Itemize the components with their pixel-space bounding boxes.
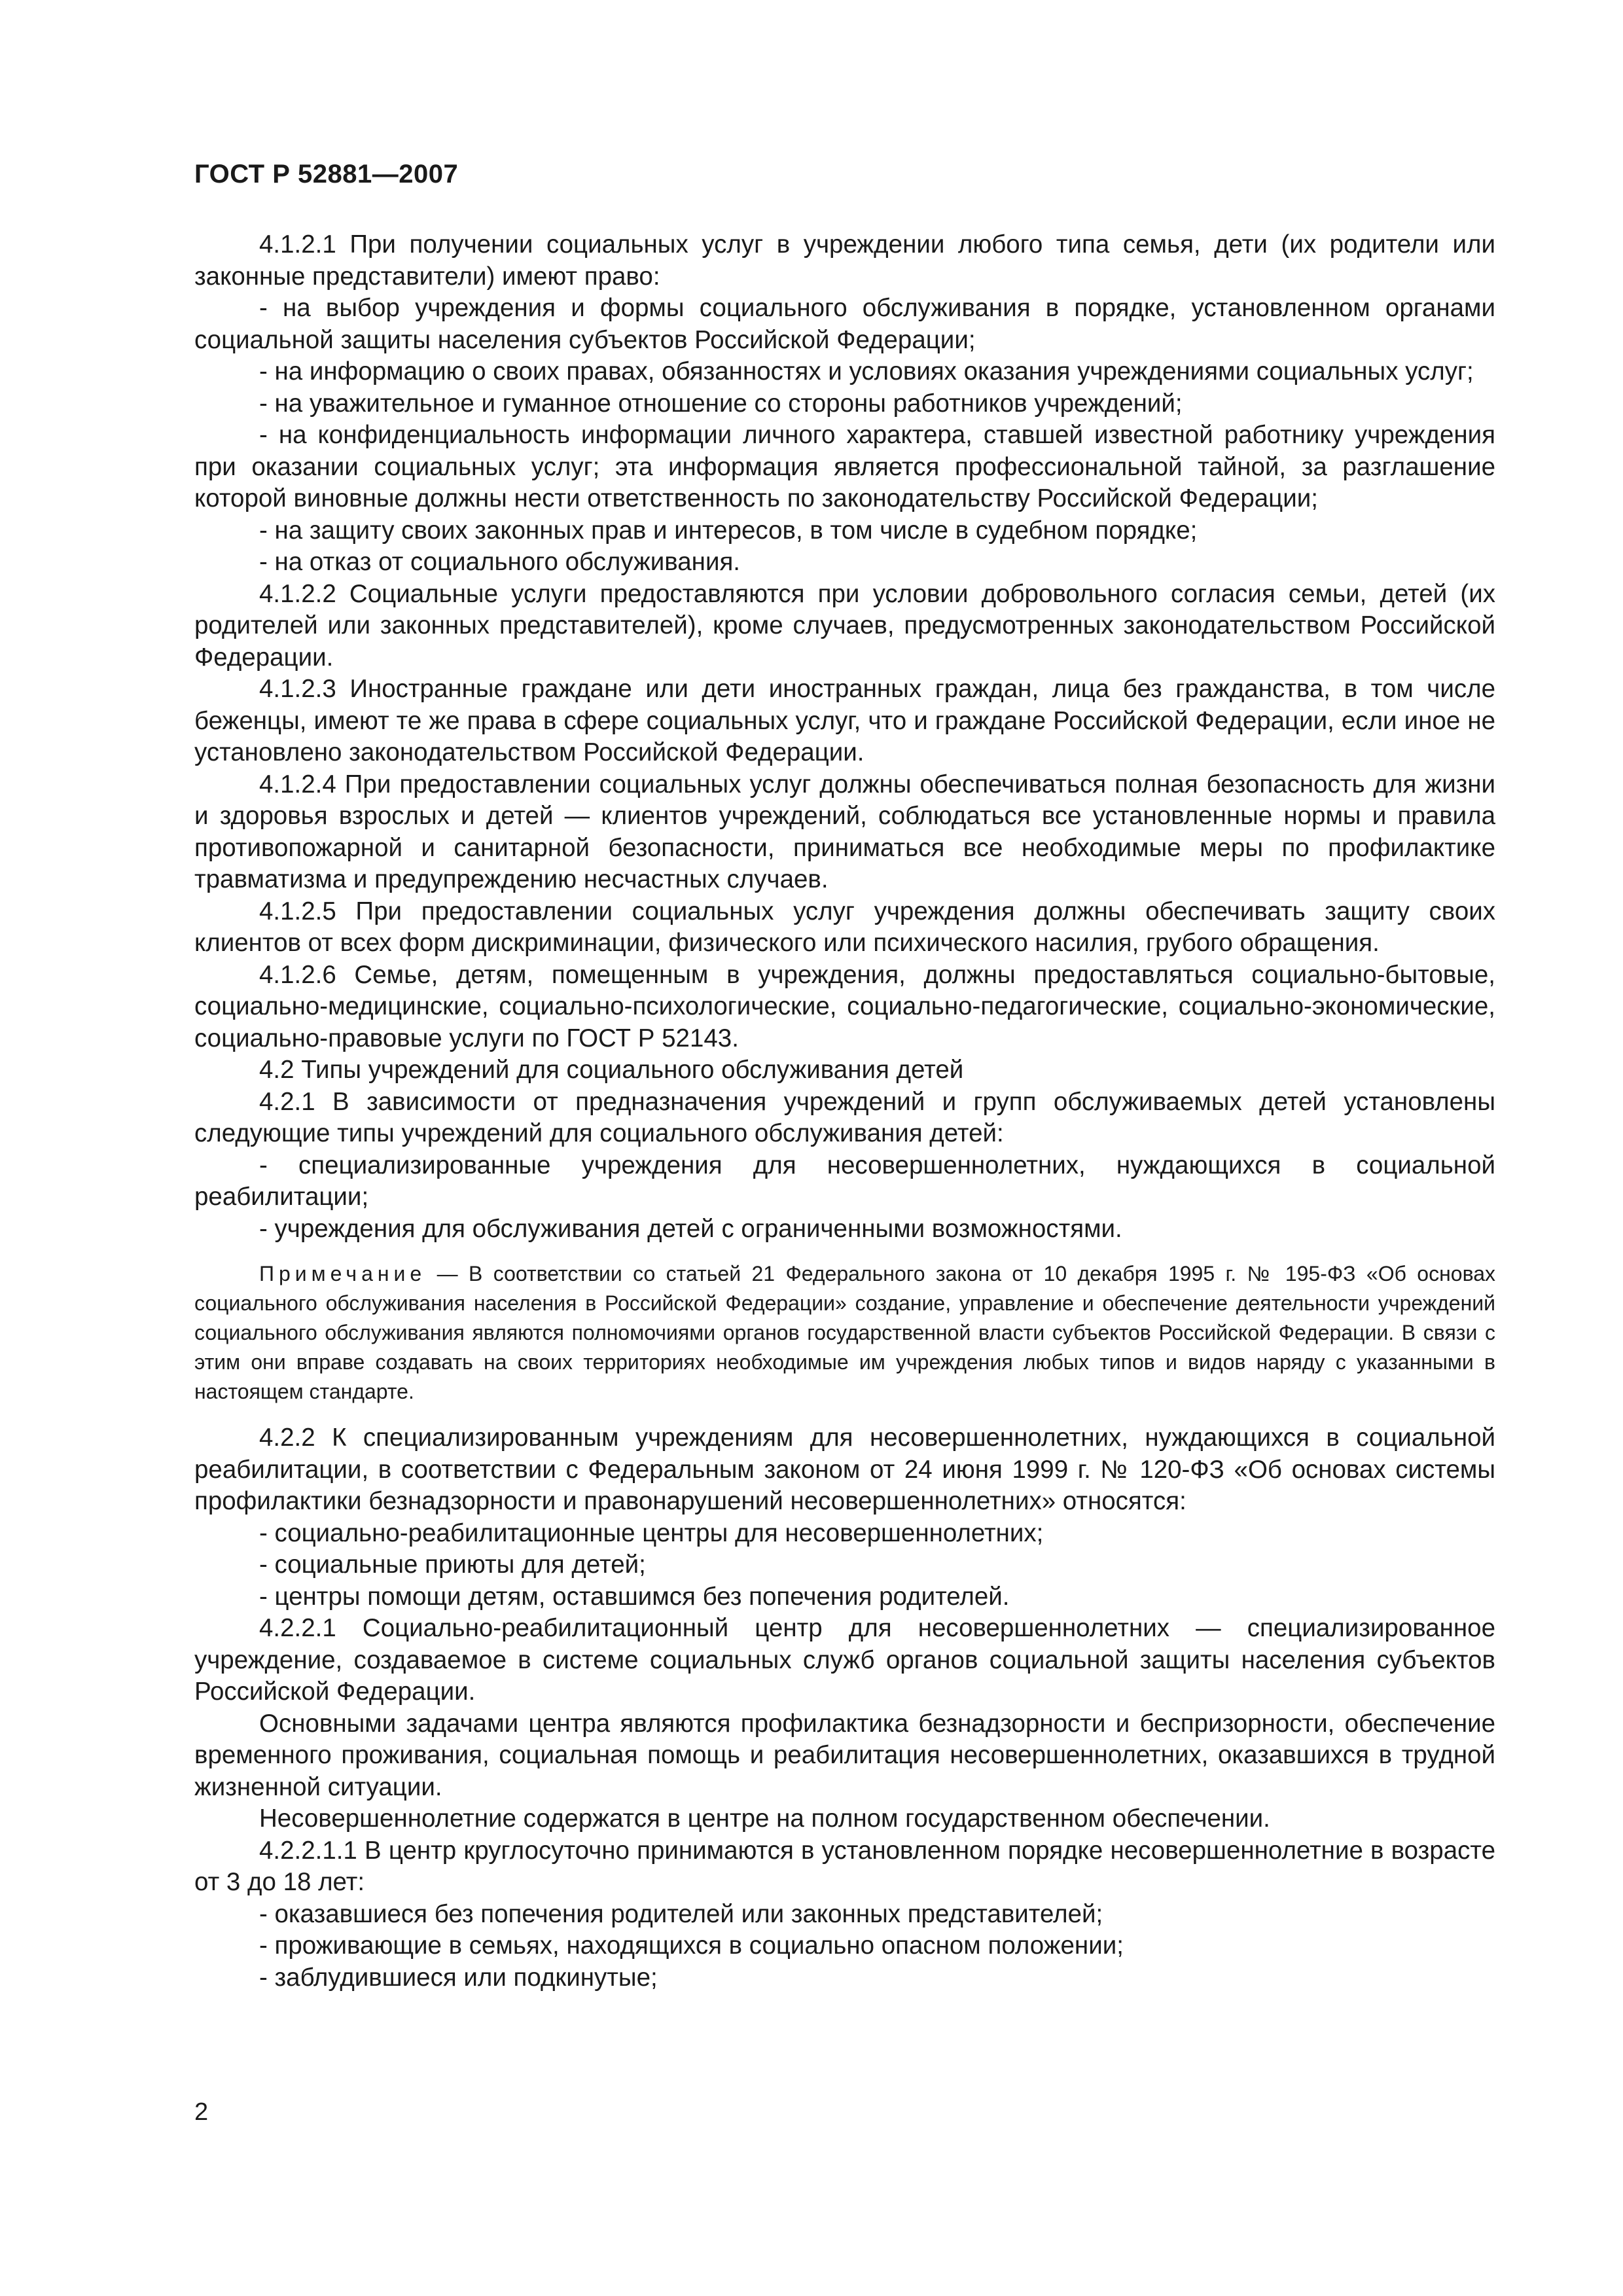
list-item: - социальные приюты для детей; bbox=[259, 1551, 646, 1579]
paragraph-state-support: Несовершеннолетние содержатся в центре на полном государственном обеспечении. bbox=[259, 1804, 1270, 1833]
list-item: - специализированные учреждения для несовершеннолетних, нуждающихся в социальной реабилитации; bbox=[194, 1151, 1495, 1211]
paragraph-4-1-2-2: 4.1.2.2 Социальные услуги предоставляются при условии добровольного согласия семьи, детей (их родителей или законных представителей), кроме случаев, предусмотренных законодательством Российской Федерации. bbox=[194, 579, 1495, 672]
list-item: - учреждения для обслуживания детей с ограниченными возможностями. bbox=[259, 1214, 1122, 1243]
page-number: 2 bbox=[194, 2098, 209, 2126]
paragraph-4-2-2-1-1: 4.2.2.1.1 В центр круглосуточно принимаются в установленном порядке несовершеннолетние в возрасте от 3 до 18 лет: bbox=[194, 1836, 1495, 1896]
section-heading-4-2: 4.2 Типы учреждений для социального обслуживания детей bbox=[259, 1056, 964, 1084]
paragraph-4-1-2-4: 4.1.2.4 При предоставлении социальных услуг должны обеспечиваться полная безопасность для жизни и здоровья взрослых и детей — клиентов учреждений, соблюдаться все установленные нормы и правила противопожарной и санитарной безопасности, приниматься все необходимые меры по профилактике травматизма и предупреждению несчастных случаев. bbox=[194, 770, 1495, 893]
paragraph-center-tasks: Основными задачами центра являются профилактика безнадзорности и беспризорности, обеспечение временного проживания, социальная помощь и реабилитация несовершеннолетних, оказавшихся в трудной жизненной ситуации. bbox=[194, 1709, 1495, 1801]
paragraph-4-2-2-1: 4.2.2.1 Социально-реабилитационный центр для несовершеннолетних — специализированное учреждение, создаваемое в системе социальных служб органов социальной защиты населения субъектов Российской Федерации. bbox=[194, 1614, 1495, 1706]
paragraph-4-1-2-3: 4.1.2.3 Иностранные граждане или дети иностранных граждан, лица без гражданства, в том числе беженцы, имеют те же права в сфере социальных услуг, что и граждане Российской Федерации, если иное не установлено законодательством Российской Федерации. bbox=[194, 675, 1495, 766]
paragraph-4-2-1: 4.2.1 В зависимости от предназначения учреждений и групп обслуживаемых детей установлены следующие типы учреждений для социального обслуживания детей: bbox=[194, 1087, 1495, 1147]
paragraph-4-1-2-1: 4.1.2.1 При получении социальных услуг в учреждении любого типа семья, дети (их родители или законные представители) имеют право: bbox=[194, 230, 1495, 291]
list-item: - социально-реабилитационные центры для несовершеннолетних; bbox=[259, 1518, 1044, 1547]
list-item: - оказавшиеся без попечения родителей или законных представителей; bbox=[259, 1899, 1103, 1928]
note-label: Примечание bbox=[259, 1262, 427, 1285]
paragraph-4-2-2: 4.2.2 К специализированным учреждениям для несовершеннолетних, нуждающихся в социальной реабилитации, в соответствии с Федеральным законом от 24 июня 1999 г. № 120-ФЗ «Об основах системы профилактики безнадзорности и правонарушений несовершеннолетних» относятся: bbox=[194, 1424, 1495, 1515]
document-header: ГОСТ Р 52881—2007 bbox=[194, 160, 459, 188]
list-item: - на отказ от социального обслуживания. bbox=[259, 548, 740, 576]
note-block bbox=[194, 1259, 1495, 1407]
list-item: - на уважительное и гуманное отношение со стороны работников учреждений; bbox=[259, 389, 1183, 418]
note-text: — В соответствии со статьей 21 Федерального закона от 10 декабря 1995 г. № 195-ФЗ «Об основах социального обслуживания населения в Российской Федерации» создание, управление и обеспечение деятельности учреждений социального обслуживания являются полномочиями органов государственной власти субъектов Российской Федерации. В связи с этим они вправе создавать на своих территориях необходимые им учреждения любых типов и видов наряду с указанными в настоящем стандарте. bbox=[194, 1262, 1496, 1403]
list-item: - проживающие в семьях, находящихся в социально опасном положении; bbox=[259, 1931, 1124, 1960]
list-item: - центры помощи детям, оставшимся без попечения родителей. bbox=[259, 1582, 1010, 1611]
list-item: - на информацию о своих правах, обязанностях и условиях оказания учреждениями социальных услуг; bbox=[259, 357, 1474, 386]
list-item: - на защиту своих законных прав и интересов, в том числе в судебном порядке; bbox=[259, 516, 1198, 545]
list-item: - на конфиденциальность информации личного характера, ставшей известной работнику учреждения при оказании социальных услуг; эта информация является профессиональной тайной, за разглашение которой виновные должны нести ответственность по законодательству Российской Федерации; bbox=[194, 421, 1495, 512]
document-body bbox=[194, 229, 1495, 1994]
list-item: - заблудившиеся или подкинутые; bbox=[259, 1963, 658, 1992]
paragraph-4-1-2-6: 4.1.2.6 Семье, детям, помещенным в учреждения, должны предоставляться социально-бытовые, социально-медицинские, социально-психологические, социально-педагогические, социально-экономические, социально-правовые услуги по ГОСТ Р 52143. bbox=[194, 960, 1495, 1052]
paragraph-4-1-2-5: 4.1.2.5 При предоставлении социальных услуг учреждения должны обеспечивать защиту своих клиентов от всех форм дискриминации, физического или психического насилия, грубого обращения. bbox=[194, 897, 1495, 957]
list-item: - на выбор учреждения и формы социального обслуживания в порядке, установленном органами социальной защиты населения субъектов Российской Федерации; bbox=[194, 294, 1495, 354]
